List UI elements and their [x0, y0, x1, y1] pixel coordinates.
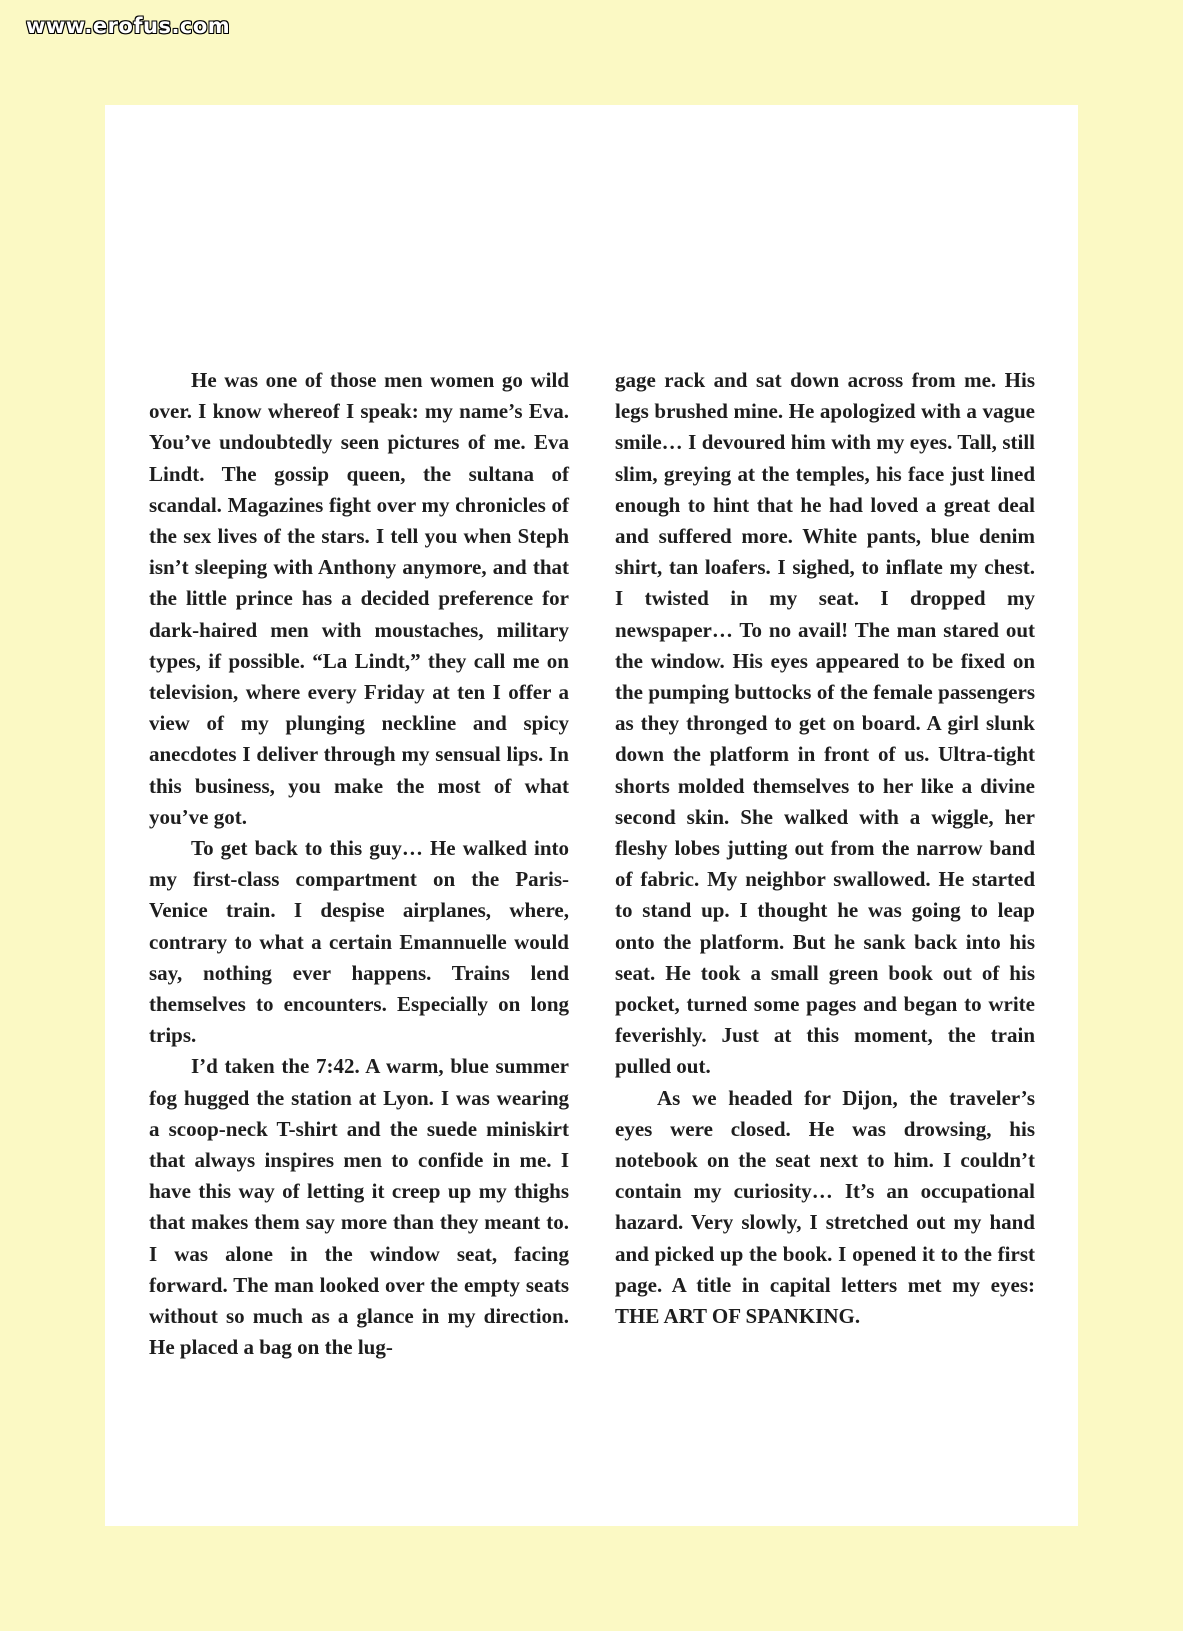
paragraph: As we headed for Dijon, the traveler’s eyes were closed. He was drowsing, his notebook on the seat next to him. I couldn’t contain my curiosity… It’s an occupational hazard. Very slowly, I stretched out my hand and picked up the book. I opened it to the first page. A title in capital letters met my eyes: THE ART OF SPANKING. [615, 1085, 1035, 1329]
paragraph: gage rack and sat down across from me. His legs brushed mine. He apologized with a vague smile… I devoured him with my eyes. Tall, still slim, greying at the temples, his face just lined enough to hint that he had loved a great deal and suffered more. White pants, blue denim shirt, tan loafers. I sighed, to inflate my chest. I twisted in my seat. I dropped my newspaper… To no avail! The man stared out the window. His eyes appeared to be fixed on the pumping buttocks of the female passengers as they thronged to get on board. A girl slunk down the platform in front of us. Ultra-tight shorts molded themselves to her like a divine second skin. She walked with a wiggle, her fleshy lobes jutting out from the narrow band of fabric. My neighbor swallowed. He started to stand up. I thought he was going to leap onto the platform. But he sank back into his seat. He took a small green book out of his pocket, turned some pages and began to write feverishly. Just at this moment, the train pulled out. [615, 368, 1035, 1079]
paragraph: He was one of those men women go wild over. I know whereof I speak: my name’s Eva. You’ve undoubtedly seen pictures of me. Eva Lindt. The gossip queen, the sultana of scandal. Magazines fight over my chronicles of the sex lives of the stars. I tell you when Steph isn’t sleeping with Anthony anymore, and that the little prince has a decided preference for dark-haired men with moustaches, military types, if possible. “La Lindt,” they call me on television, where every Friday at ten I offer a view of my plunging neckline and spicy anecdotes I deliver through my sensual lips. In this business, you make the most of what you’ve got. [149, 368, 569, 829]
right-column [615, 365, 1035, 1332]
book-page [105, 105, 1078, 1526]
paragraph: I’d taken the 7:42. A warm, blue summer fog hugged the station at Lyon. I was wearing a scoop-neck T-shirt and the suede miniskirt that always inspires men to confide in me. I have this way of letting it creep up my thighs that makes them say more than they meant to. I was alone in the window seat, facing forward. The man looked over the empty seats without so much as a glance in my direction. He placed a bag on the lug- [149, 1054, 569, 1360]
paragraph: To get back to this guy… He walked into my first-class compartment on the Paris-Venice train. I despise airplanes, where, contrary to what a certain Emannuelle would say, nothing ever happens. Trains lend themselves to encounters. Especially on long trips. [149, 836, 569, 1048]
watermark: www.erofus.com [26, 14, 231, 38]
left-column [149, 365, 569, 1364]
